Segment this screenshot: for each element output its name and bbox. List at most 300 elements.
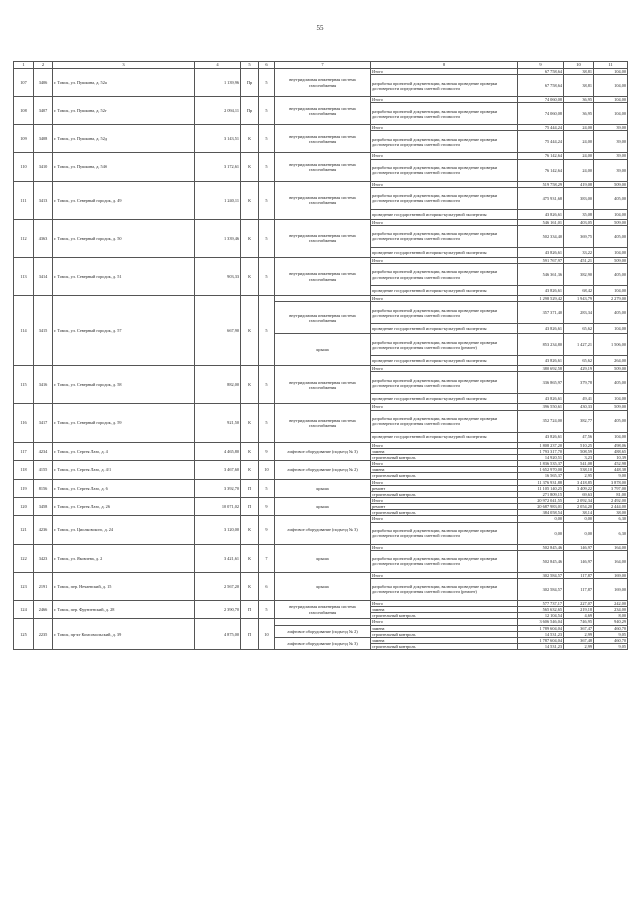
work-type: разработка проектной документации, включая проведение проверки достоверности определения сметной стоимости [371,187,518,209]
price-limit: 104,00 [594,209,628,219]
work-type: проведение государственной историко-культурной экспертизы [371,356,518,366]
cost-per-sqm: 379,78 [564,372,594,394]
cost-per-sqm: 369,75 [564,225,594,247]
cost-per-sqm: 24,00 [564,131,594,153]
price-limit: 9,05 [594,644,628,650]
floors-count: 5 [259,219,275,257]
work-cost: 0,00 [518,522,564,544]
building-area: 1 240,11 [195,181,241,219]
work-cost: 76 142,64 [518,153,564,159]
floors-count: 9 [259,516,275,544]
cost-per-sqm: 24,00 [564,159,594,181]
building-type: К [241,544,259,572]
building-code: 3406 [34,69,53,97]
building-system: внутридомовая инженерная система газоснабжения [275,302,371,334]
building-area: 667,90 [195,296,241,366]
work-cost: 20 687 983,01 [518,504,564,510]
cost-per-sqm: 117,87 [564,572,594,578]
cost-per-sqm: 4,69 [564,613,594,619]
building-address: г. Томск, ул. Сергея Лазо, д. 26 [53,497,195,515]
cost-per-sqm: 38,81 [564,75,594,97]
work-cost: 1 298 529,42 [518,296,564,302]
cost-per-sqm: 3,23 [564,454,594,460]
row-number: 121 [14,516,34,544]
work-cost: 502 845,46 [518,544,564,550]
work-type: ремонт [371,504,518,510]
price-limit: 104,00 [594,286,628,296]
cost-per-sqm: 538,10 [564,467,594,473]
cost-per-sqm: 367,48 [564,637,594,643]
work-cost: 591 767,97 [518,257,564,263]
total-label: Итого [371,366,518,372]
cost-per-sqm: 2,99 [564,631,594,637]
building-type: К [241,516,259,544]
total-label: Итого [371,544,518,550]
price-limit: 6,30 [594,516,628,522]
building-type: Пр [241,69,259,97]
total-label: Итого [371,219,518,225]
work-cost: 302 584,57 [518,578,564,600]
building-area: 921,50 [195,404,241,442]
building-code: 4155 [34,461,53,479]
work-cost: 502 845,46 [518,550,564,572]
building-area: 1 139,96 [195,69,241,97]
work-type: строительный контроль [371,473,518,479]
floors-count: 5 [259,181,275,219]
page-number: 55 [316,24,324,32]
work-cost: 43 826,61 [518,356,564,366]
price-limit: 2 279,00 [594,296,628,302]
price-limit: 3 797,00 [594,485,628,491]
cost-per-sqm: 430,33 [564,404,594,410]
price-limit: 8,00 [594,613,628,619]
work-type: проведение государственной историко-культурной экспертизы [371,432,518,442]
cost-per-sqm: 746,95 [564,619,594,625]
building-address: г. Томск, ул. Северный городок, д. 59 [53,404,195,442]
price-limit: 104,00 [594,103,628,125]
building-code: 4363 [34,219,53,257]
column-number-7: 7 [275,62,371,69]
work-cost: 14 531,23 [518,644,564,650]
cost-per-sqm: 146,97 [564,550,594,572]
work-cost: 76 142,64 [518,159,564,181]
work-cost: 577 737,17 [518,600,564,606]
work-cost: 20 972 041,55 [518,497,564,503]
total-label: Итого [371,181,518,187]
row-number: 118 [14,461,34,479]
work-type: разработка проектной документации, включая проведение проверки достоверности определения сметной стоимости [371,550,518,572]
work-cost: 271 809,15 [518,491,564,497]
price-limit: 509,00 [594,404,628,410]
work-cost: 357 371,40 [518,302,564,324]
total-label: Итого [371,572,518,578]
work-cost: 3 606 546,04 [518,619,564,625]
cost-per-sqm: 2,95 [564,473,594,479]
work-type: проведение государственной историко-культурной экспертизы [371,286,518,296]
cost-per-sqm: 0,00 [564,522,594,544]
price-limit: 405,00 [594,372,628,394]
cost-per-sqm: 283,34 [564,302,594,324]
building-type: П [241,600,259,618]
total-label: Итого [371,125,518,131]
cost-per-sqm: 146,97 [564,544,594,550]
building-address: г. Томск, ул. Северный городок, д. 51 [53,257,195,295]
cost-per-sqm: 35,08 [564,209,594,219]
work-cost: 75 444,24 [518,125,564,131]
price-limit: 264,00 [594,356,628,366]
building-address: г. Томск, ул. Сергея Лазо, д. 4/1 [53,461,195,479]
building-area: 3 143,51 [195,125,241,153]
building-type: К [241,257,259,295]
work-type: строительный контроль [371,454,518,460]
building-system: внутридомовая инженерная система газоснабжения [275,404,371,442]
cost-per-sqm: 403,05 [564,219,594,225]
building-area: 2 094,11 [195,97,241,125]
cost-per-sqm: 49,41 [564,394,594,404]
building-type: П [241,479,259,497]
floors-count: 5 [259,97,275,125]
price-limit: 1 506,00 [594,334,628,356]
floors-count: 10 [259,461,275,479]
cost-per-sqm: 36,95 [564,103,594,125]
work-type: разработка проектной документации, включая проведение проверки достоверности определения сметной стоимости [371,410,518,432]
price-limit: 164,00 [594,544,628,550]
cost-per-sqm: 69,63 [564,491,594,497]
work-type: разработка проектной документации, включая проведение проверки достоверности определения сметной стоимости [371,159,518,181]
work-cost: 475 931,68 [518,187,564,209]
total-label: Итого [371,516,518,522]
building-address: г. Томск, ул. Яковлева, д. 2 [53,544,195,572]
price-limit: 104,00 [594,75,628,97]
row-number: 116 [14,404,34,442]
building-type: П [241,497,259,515]
floors-count: 10 [259,619,275,650]
building-system: внутридомовая инженерная система газоснабжения [275,181,371,219]
work-type: разработка проектной документации, включая проведение проверки достоверности определения сметной стоимости [371,522,518,544]
work-cost: 43 826,61 [518,432,564,442]
work-cost: 14 920,51 [518,454,564,460]
column-number-8: 8 [371,62,518,69]
building-type: К [241,296,259,366]
cost-per-sqm: 3 409,22 [564,485,594,491]
price-limit: 9,00 [594,473,628,479]
building-type: К [241,442,259,460]
work-type: разработка проектной документации, включая проведение проверки достоверности определения сметной стоимости [371,302,518,324]
price-limit: 104,00 [594,97,628,103]
work-type: разработка проектной документации, включая проведение проверки достоверности определения сметной стоимости [371,75,518,97]
work-cost: 14 531,23 [518,631,564,637]
price-limit: 509,00 [594,366,628,372]
work-cost: 384 058,54 [518,510,564,516]
total-label: Итого [371,479,518,485]
work-cost: 43 826,61 [518,247,564,257]
price-limit: 39,00 [594,131,628,153]
work-cost: 1 787 604,04 [518,637,564,643]
work-type: разработка проектной документации, включая проведение проверки достоверности определения сметной стоимости [371,225,518,247]
floors-count: 5 [259,479,275,497]
row-number: 109 [14,125,34,153]
price-limit: 2 492,00 [594,497,628,503]
building-type: К [241,181,259,219]
price-limit: 39,00 [594,125,628,131]
building-area: 3 172,61 [195,153,241,181]
work-type: замена [371,607,518,613]
cost-per-sqm: 1 427,21 [564,334,594,356]
building-address: г. Томск, ул. Сергея Лазо, д. 4 [53,442,195,460]
cost-per-sqm: 2,99 [564,644,594,650]
building-system: внутридомовая инженерная система газоснабжения [275,257,371,295]
building-system: лифтовое оборудование (подъезд № 3) [275,637,371,649]
cost-per-sqm: 382,90 [564,264,594,286]
price-limit: 104,00 [594,247,628,257]
cost-per-sqm: 3 418,85 [564,479,594,485]
floors-count: 7 [259,544,275,572]
total-label: Итого [371,600,518,606]
floors-count: 5 [259,125,275,153]
work-cost: 565 632,65 [518,607,564,613]
price-limit: 169,00 [594,572,628,578]
price-limit: 104,00 [594,69,628,75]
floors-count: 5 [259,69,275,97]
floors-count: 9 [259,442,275,460]
work-type: замена [371,448,518,454]
cost-per-sqm: 382,77 [564,410,594,432]
building-code: 4234 [34,442,53,460]
work-cost: 502 334,40 [518,225,564,247]
column-number-5: 5 [241,62,259,69]
work-type: проведение государственной историко-культурной экспертизы [371,324,518,334]
building-system: лифтовое оборудование (подъезд № 2) [275,625,371,637]
building-code: 3423 [34,544,53,572]
price-limit: 405,00 [594,264,628,286]
building-code: 3413 [34,181,53,219]
building-address: г. Томск, ул. Пушкина, д. 52г [53,97,195,125]
building-address: г. Томск, пр-кт Комсомольский, д. 39 [53,619,195,650]
building-address: г. Томск, ул. Северный городок, д. 50 [53,219,195,257]
price-limit: 405,00 [594,225,628,247]
work-type: разработка проектной документации, включая проведение проверки достоверности определения сметной стоимости (ремонт) [371,334,518,356]
cost-per-sqm: 219,18 [564,607,594,613]
total-label: Итого [371,404,518,410]
price-limit: 509,00 [594,181,628,187]
row-number: 119 [14,479,34,497]
building-area: 3 467,60 [195,461,241,479]
work-cost: 519 758,29 [518,181,564,187]
work-cost: 1 836 535,37 [518,461,564,467]
work-type: строительный контроль [371,644,518,650]
work-cost: 67 758,64 [518,69,564,75]
building-code: 3414 [34,257,53,295]
work-cost: 11 376 931,88 [518,479,564,485]
building-system: крыша [275,497,371,515]
price-limit: 460,70 [594,637,628,643]
work-type: разработка проектной документации, включая проведение проверки достоверности определения сметной стоимости [371,103,518,125]
price-limit: 405,00 [594,410,628,432]
price-limit: 104,00 [594,324,628,334]
building-address: г. Томск, ул. Северный городок, д. 58 [53,366,195,404]
price-limit: 509,00 [594,219,628,225]
work-type: строительный контроль [371,491,518,497]
building-area: 903,33 [195,257,241,295]
work-cost: 43 826,61 [518,209,564,219]
total-label: Итого [371,619,518,625]
cost-per-sqm: 47,56 [564,432,594,442]
building-code: 3407 [34,97,53,125]
work-type: строительный контроль [371,631,518,637]
price-limit: 242,00 [594,600,628,606]
row-number: 117 [14,442,34,460]
work-type: разработка проектной документации, включая проведение проверки достоверности определения сметной стоимости (ремонт) [371,578,518,600]
row-number: 113 [14,257,34,295]
price-limit: 940,29 [594,619,628,625]
floors-count: 5 [259,257,275,295]
building-type: Пр [241,97,259,125]
building-address: г. Томск, ул. Пушкина, д. 52д [53,125,195,153]
total-label: Итого [371,153,518,159]
work-cost: 74 060,08 [518,103,564,125]
floors-count: 5 [259,404,275,442]
work-cost: 336 865,97 [518,372,564,394]
work-type: проведение государственной историко-культурной экспертизы [371,209,518,219]
cost-per-sqm: 510,25 [564,442,594,448]
total-label: Итого [371,497,518,503]
building-area: 4 875,00 [195,619,241,650]
price-limit: 39,00 [594,153,628,159]
building-system: внутридомовая инженерная система газоснабжения [275,69,371,97]
price-limit: 448,38 [594,467,628,473]
building-type: К [241,219,259,257]
work-cost: 1 652 970,00 [518,467,564,473]
building-area: 3 120,00 [195,516,241,544]
building-code: 2191 [34,572,53,600]
row-number: 108 [14,97,34,125]
building-address: г. Томск, пер. Нечаевский, д. 15 [53,572,195,600]
building-system: внутридомовая инженерная система газоснабжения [275,153,371,181]
building-system: внутридомовая инженерная система газоснабжения [275,600,371,618]
cost-per-sqm: 117,87 [564,578,594,600]
cost-per-sqm: 2 092,34 [564,497,594,503]
row-number: 111 [14,181,34,219]
floors-count: 6 [259,572,275,600]
price-limit: 460,70 [594,625,628,631]
work-cost: 16 565,37 [518,473,564,479]
work-cost: 1 793 317,70 [518,448,564,454]
building-system: внутридомовая инженерная система газоснабжения [275,366,371,404]
price-limit: 9,05 [594,631,628,637]
cost-per-sqm: 541,08 [564,461,594,467]
work-cost: 1 789 604,04 [518,625,564,631]
building-system: лифтовое оборудование (подъезд № 2) [275,461,371,479]
building-address: г. Томск, ул. Северный городок, д. 57 [53,296,195,366]
row-number: 124 [14,600,34,618]
building-type: П [241,619,259,650]
column-number-2: 2 [34,62,53,69]
floors-count: 5 [259,153,275,181]
work-type: проведение государственной историко-культурной экспертизы [371,247,518,257]
cost-per-sqm: 65,62 [564,356,594,366]
price-limit: 452,98 [594,461,628,467]
building-type: К [241,572,259,600]
building-code: 2235 [34,619,53,650]
cost-per-sqm: 24,00 [564,125,594,131]
total-label: Итого [371,69,518,75]
column-number-10: 10 [564,62,594,69]
work-cost: 75 444,24 [518,131,564,153]
building-area: 2 567,20 [195,572,241,600]
building-address: г. Томск, ул. Пушкина, д. 54б [53,153,195,181]
column-number-row [14,62,628,69]
row-number: 114 [14,296,34,366]
cost-per-sqm: 2 054,20 [564,504,594,510]
cost-per-sqm: 429,19 [564,366,594,372]
cost-per-sqm: 65,62 [564,324,594,334]
price-limit: 164,00 [594,550,628,572]
building-type: К [241,125,259,153]
price-limit: 488,65 [594,448,628,454]
price-limit: 509,00 [594,257,628,263]
price-limit: 104,00 [594,394,628,404]
building-system: лифтовое оборудование (подъезд № 3) [275,516,371,544]
total-label: Итого [371,296,518,302]
price-limit: 234,00 [594,607,628,613]
floors-count: 9 [259,497,275,515]
price-limit: 104,00 [594,432,628,442]
building-address: г. Томск, ул. Циолковского, д. 24 [53,516,195,544]
work-cost: 546 361,36 [518,264,564,286]
row-number: 112 [14,219,34,257]
building-system: внутридомовая инженерная система газоснабжения [275,219,371,257]
column-number-4: 4 [195,62,241,69]
price-limit: 169,00 [594,578,628,600]
row-number: 120 [14,497,34,515]
work-type: строительный контроль [371,613,518,619]
building-type: К [241,366,259,404]
cost-per-sqm: 367,47 [564,625,594,631]
building-area: 3 421,61 [195,544,241,572]
building-code: 2466 [34,600,53,618]
total-label: Итого [371,97,518,103]
cost-per-sqm: 383,00 [564,187,594,209]
building-type: К [241,461,259,479]
work-type: разработка проектной документации, включая проведение проверки достоверности определения сметной стоимости [371,372,518,394]
work-cost: 0,00 [518,516,564,522]
column-number-11: 11 [594,62,628,69]
total-label: Итого [371,442,518,448]
cost-per-sqm: 38,14 [564,510,594,516]
building-code: 3415 [34,296,53,366]
work-cost: 43 826,61 [518,286,564,296]
work-cost: 43 826,61 [518,324,564,334]
work-cost: 380 692,58 [518,366,564,372]
work-type: проведение государственной историко-культурной экспертизы [371,394,518,404]
work-cost: 43 826,61 [518,394,564,404]
price-limit: 405,00 [594,302,628,324]
cost-per-sqm: 24,00 [564,153,594,159]
floors-count: 5 [259,296,275,366]
building-code: 3417 [34,404,53,442]
building-type: К [241,404,259,442]
building-system: крыша [275,572,371,600]
work-cost: 67 758,64 [518,75,564,97]
work-type: ремонт [371,485,518,491]
row-number: 122 [14,544,34,572]
building-area: 10 071,02 [195,497,241,515]
building-system: внутридомовая инженерная система газоснабжения [275,125,371,153]
building-type: К [241,153,259,181]
work-cost: 396 550,61 [518,404,564,410]
row-number: 123 [14,572,34,600]
building-system: крыша [275,544,371,572]
